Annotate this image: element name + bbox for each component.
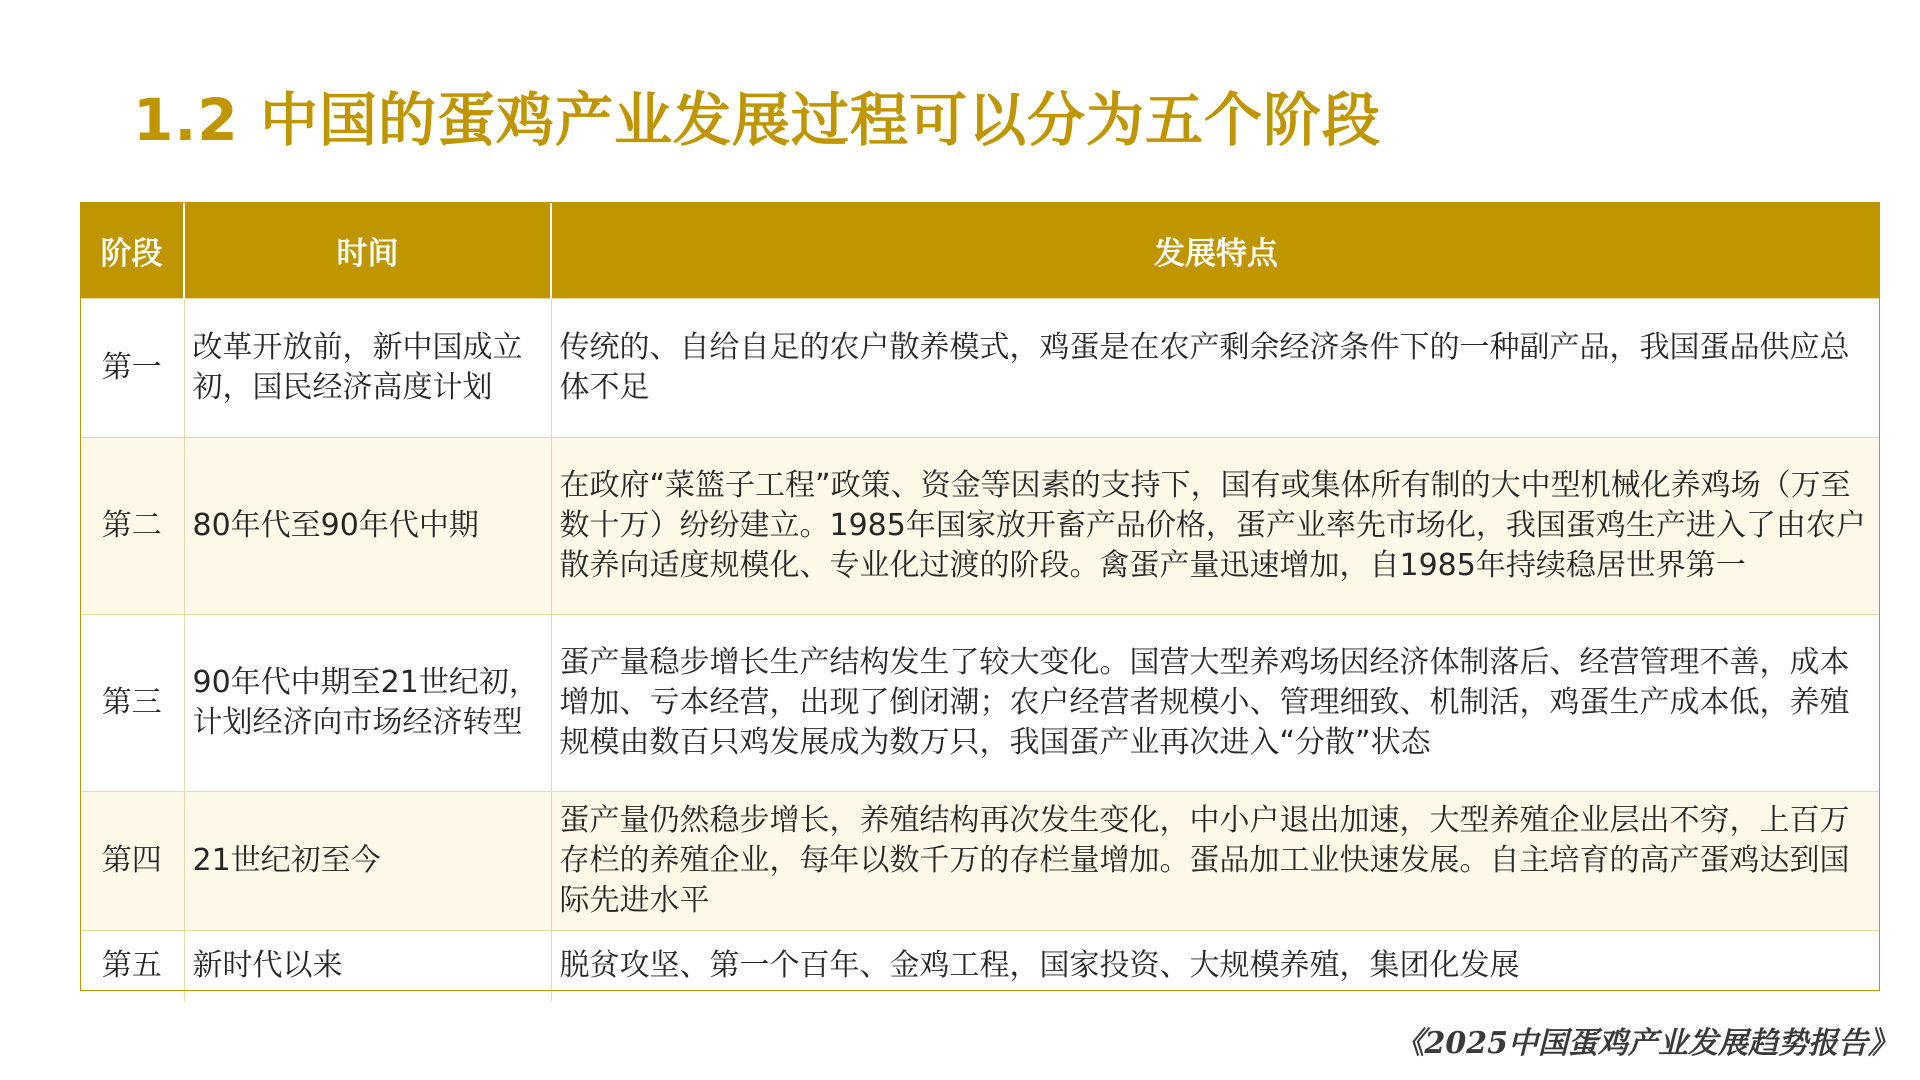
time-cell: 21世纪初至今 [184,792,551,931]
stages-table [80,202,1880,1001]
feature-cell: 传统的、自给自足的农户散养模式，鸡蛋是在农产剩余经济条件下的一种副产品，我国蛋品供应总体不足 [551,299,1880,438]
stage-cell: 第四 [80,792,184,931]
table-row [80,615,1880,792]
report-source-caption: 《2025中国蛋鸡产业发展趋势报告》 [1394,1026,1898,1061]
header-features: 发展特点 [551,202,1880,299]
stage-cell: 第三 [80,615,184,792]
table-row [80,931,1880,1002]
table-row [80,792,1880,931]
feature-cell: 蛋产量仍然稳步增长，养殖结构再次发生变化，中小户退出加速，大型养殖企业层出不穷，上百万存栏的养殖企业，每年以数千万的存栏量增加。蛋品加工业快速发展。自主培育的高产蛋鸡达到国际先进水平 [551,792,1880,931]
stage-cell: 第二 [80,438,184,615]
time-cell: 80年代至90年代中期 [184,438,551,615]
time-cell: 90年代中期至21世纪初，计划经济向市场经济转型 [184,615,551,792]
header-time: 时间 [184,202,551,299]
feature-cell: 在政府“菜篮子工程”政策、资金等因素的支持下，国有或集体所有制的大中型机械化养鸡场（万至数十万）纷纷建立。1985年国家放开畜产品价格，蛋产业率先市场化，我国蛋鸡生产进入了由农户散养向适度规模化、专业化过渡的阶段。禽蛋产量迅速增加，自1985年持续稳居世界第一 [551,438,1880,615]
feature-cell: 脱贫攻坚、第一个百年、金鸡工程，国家投资、大规模养殖，集团化发展 [551,931,1880,1002]
time-cell: 改革开放前，新中国成立初，国民经济高度计划 [184,299,551,438]
feature-cell: 蛋产量稳步增长生产结构发生了较大变化。国营大型养鸡场因经济体制落后、经营管理不善，成本增加、亏本经营，出现了倒闭潮；农户经营者规模小、管理细致、机制活，鸡蛋生产成本低，养殖规模由数百只鸡发展成为数万只，我国蛋产业再次进入“分散”状态 [551,615,1880,792]
table-row [80,299,1880,438]
stage-cell: 第一 [80,299,184,438]
table-row [80,438,1880,615]
header-stage: 阶段 [80,202,184,299]
stages-table-container [80,202,1880,1001]
stage-cell: 第五 [80,931,184,1002]
page-title: 1.2 中国的蛋鸡产业发展过程可以分为五个阶段 [133,86,1381,154]
table-header-row [80,202,1880,299]
time-cell: 新时代以来 [184,931,551,1002]
